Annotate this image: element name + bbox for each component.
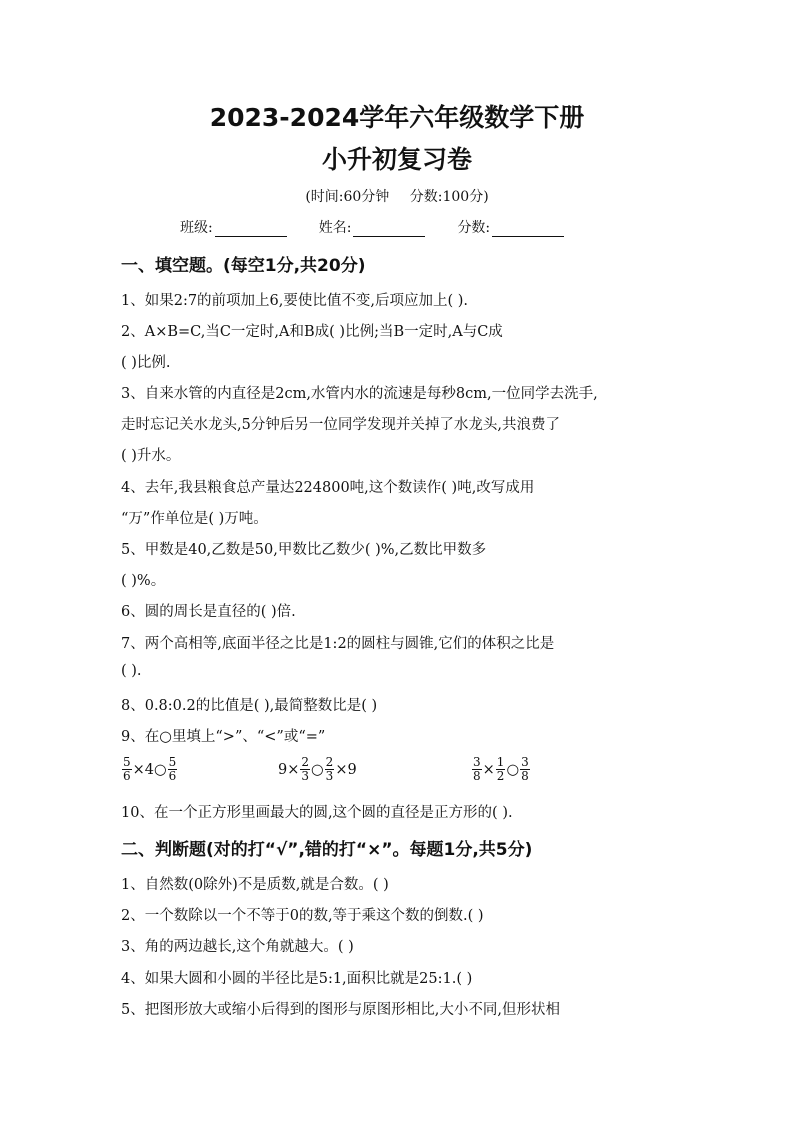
fraction: $\frac{3}{8}$ <box>473 755 481 783</box>
question-line: 7、两个高相等,底面半径之比是1:2的圆柱与圆锥,它们的体积之比是 <box>121 636 555 652</box>
class-label: 班级: <box>180 220 213 236</box>
compare-circle[interactable]: ○ <box>311 761 324 778</box>
fraction: $\frac{1}{2}$ <box>496 755 505 783</box>
compare-circle[interactable]: ○ <box>506 761 520 778</box>
question-line: 5、甲数是40,乙数是50,甲数比乙数少( )%,乙数比甲数多 <box>121 542 487 558</box>
q9-item-2: 9× $\frac{2}{3}$ ○ $\frac{2}{3}$ ×9 <box>278 755 357 783</box>
section-true-false-heading: 二、判断题(对的打“√”,错的打“×”。每题1分,共5分) <box>121 840 533 860</box>
question-line: 2、一个数除以一个不等于0的数,等于乘这个数的倒数.( ) <box>121 908 484 924</box>
score-label: 分数: <box>457 220 491 236</box>
fraction: $\frac{3}{8}$ <box>521 755 529 783</box>
compare-circle[interactable]: ×4○ <box>132 761 167 778</box>
q9-item-3: $\frac{3}{8}$ × $\frac{1}{2}$ ○ $\frac{3}{8}$ <box>473 755 529 783</box>
score-blank[interactable] <box>492 221 564 237</box>
fraction: $\frac{2}{3}$ <box>325 755 334 783</box>
section-fill-blank-heading: 一、填空题。(每空1分,共20分) <box>121 256 366 276</box>
question-line: 6、圆的周长是直径的( )倍. <box>121 604 296 620</box>
fraction: $\frac{5}{6}$ <box>123 755 131 783</box>
total-score: 分数:100分) <box>409 189 489 205</box>
question-line: 1、如果2:7的前项加上6,要使比值不变,后项应加上( ). <box>121 293 469 309</box>
question-line: 4、去年,我县粮食总产量达224800吨,这个数读作( )吨,改写成用 <box>121 480 535 496</box>
student-info <box>180 217 564 237</box>
time-limit: (时间:60分钟 <box>305 189 390 205</box>
question-line: 9、在○里填上“>”、“<”或“=” <box>121 729 326 745</box>
question-line: 8、0.8:0.2的比值是( ),最简整数比是( ) <box>121 698 378 714</box>
question-line: 3、自来水管的内直径是2cm,水管内水的流速是每秒8cm,一位同学去洗手, <box>121 386 598 402</box>
q9-item-1 <box>121 756 178 783</box>
fraction: $\frac{2}{3}$ <box>301 755 310 783</box>
question-line: “万”作单位是( )万吨。 <box>121 511 268 527</box>
name-blank[interactable] <box>353 221 425 237</box>
name-field <box>319 217 426 237</box>
class-blank[interactable] <box>215 221 287 237</box>
fraction: $\frac{5}{6}$ <box>168 755 177 783</box>
question-line: 10、在一个正方形里画最大的圆,这个圆的直径是正方形的( ). <box>121 805 513 821</box>
question-line: 5、把图形放大或缩小后得到的图形与原图形相比,大小不同,但形状相 <box>121 1002 560 1018</box>
question-line: 走时忘记关水龙头,5分钟后另一位同学发现并关掉了水龙头,共浪费了 <box>121 417 560 433</box>
question-line: ( )升水。 <box>121 448 181 464</box>
question-line: ( )比例. <box>121 355 171 371</box>
question-line: 2、A×B=C,当C一定时,A和B成( )比例;当B一定时,A与C成 <box>121 324 503 340</box>
exam-subtitle: 小升初复习卷 <box>321 145 472 174</box>
name-label: 姓名: <box>318 220 352 236</box>
question-line: 1、自然数(0除外)不是质数,就是合数。( ) <box>121 877 389 893</box>
question-line: ( )%。 <box>121 573 166 589</box>
class-field <box>180 217 287 237</box>
exam-title: 2023-2024学年六年级数学下册 <box>209 103 585 132</box>
question-line: 3、角的两边越长,这个角就越大。( ) <box>121 939 354 955</box>
question-line: ( ). <box>121 663 142 679</box>
question-line: 4、如果大圆和小圆的半径比是5:1,面积比就是25:1.( ) <box>121 971 473 987</box>
exam-meta <box>0 186 794 206</box>
score-field <box>457 217 564 237</box>
